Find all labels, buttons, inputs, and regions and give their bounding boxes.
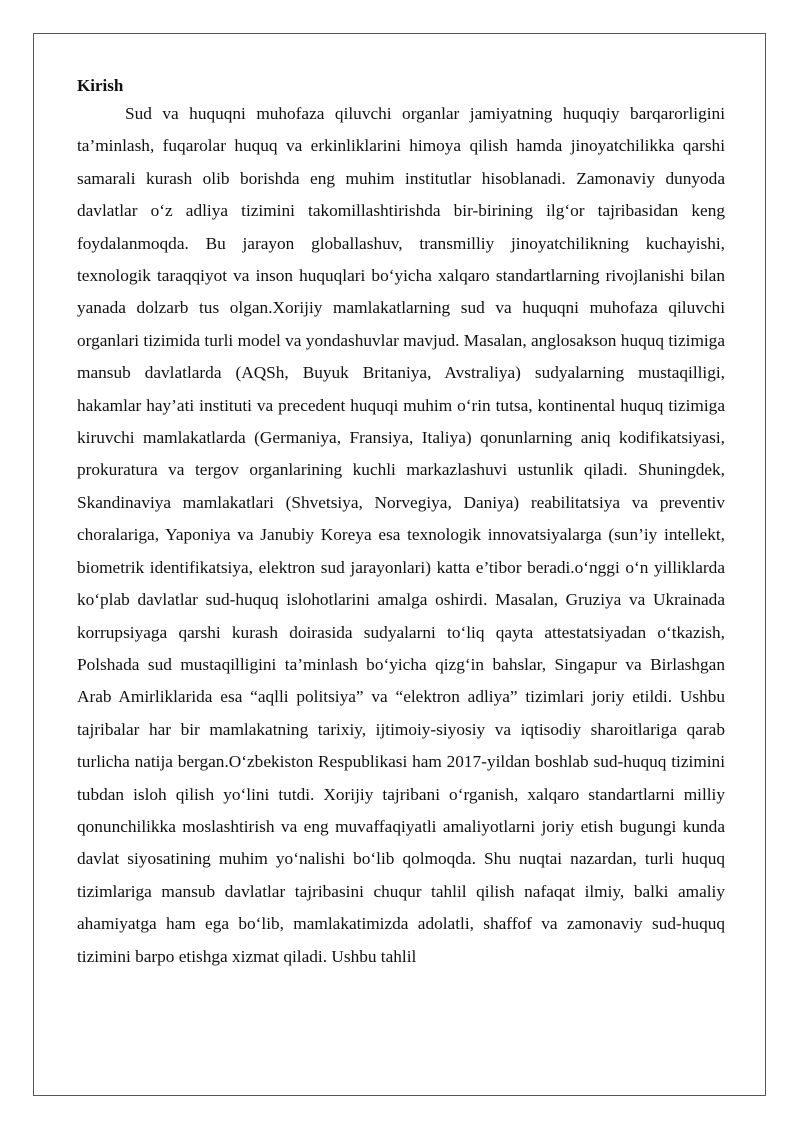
document-body	[77, 74, 725, 973]
body-paragraph: Sud va huquqni muhofaza qiluvchi organlar jamiyatning huquqiy barqarorligini ta’minlash, fuqarolar huquq va erkinliklarini himoya qilish hamda jinoyatchilikka qarshi samarali kurash olib borishda eng muhim institutlar hisoblanadi. Zamonaviy dunyoda davlatlar o‘z adliya tizimini takomillashtirishda bir-birining ilg‘or tajribasidan keng foydalanmoqda. Bu jarayon globallashuv, transmilliy jinoyatchilikning kuchayishi, texnologik taraqqiyot va inson huquqlari bo‘yicha xalqaro standartlarning rivojlanishi bilan yanada dolzarb tus olgan.Xorijiy mamlakatlarning sud va huquqni muhofaza qiluvchi organlari tizimida turli model va yondashuvlar mavjud. Masalan, anglosakson huquq tizimiga mansub davlatlarda (AQSh, Buyuk Britaniya, Avstraliya) sudyalarning mustaqilligi, hakamlar hay’ati instituti va precedent huquqi muhim o‘rin tutsa, kontinental huquq tizimiga kiruvchi mamlakatlarda (Germaniya, Fransiya, Italiya) qonunlarning aniq kodifikatsiyasi, prokuratura va tergov organlarining kuchli markazlashuvi ustunlik qiladi. Shuningdek, Skandinaviya mamlakatlari (Shvetsiya, Norvegiya, Daniya) reabilitatsiya va preventiv choralariga, Yaponiya va Janubiy Koreya esa texnologik innovatsiyalarga (sun’iy intellekt, biometrik identifikatsiya, elektron sud jarayonlari) katta e’tibor beradi.o‘nggi o‘n yilliklarda ko‘plab davlatlar sud-huquq islohotlarini amalga oshirdi. Masalan, Gruziya va Ukrainada korrupsiyaga qarshi kurash doirasida sudyalarni to‘liq qayta attestatsiyadan o‘tkazish, Polshada sud mustaqilligini ta’minlash bo‘yicha qizg‘in bahslar, Singapur va Birlashgan Arab Amirliklarida esa “aqlli politsiya” va “elektron adliya” tizimlari joriy etildi. Ushbu tajribalar har bir mamlakatning tarixiy, ijtimoiy-siyosiy va iqtisodiy sharoitlariga qarab turlicha natija bergan.O‘zbekiston Respublikasi ham 2017-yildan boshlab sud-huquq tizimini tubdan isloh qilish yo‘lini tutdi. Xorijiy tajribani o‘rganish, xalqaro standartlarni milliy qonunchilikka moslashtirish va eng muvaffaqiyatli amaliyotlarni joriy etish bugungi kunda davlat siyosatining muhim yo‘nalishi bo‘lib qolmoqda. Shu nuqtai nazardan, turli huquq tizimlariga mansub davlatlar tajribasini chuqur tahlil qilish nafaqat ilmiy, balki amaliy ahamiyatga ham ega bo‘lib, mamlakatimizda adolatli, shaffof va zamonaviy sud-huquq tizimini barpo etishga xizmat qiladi. Ushbu tahlil	[77, 104, 725, 966]
section-heading: Kirish	[77, 76, 124, 95]
